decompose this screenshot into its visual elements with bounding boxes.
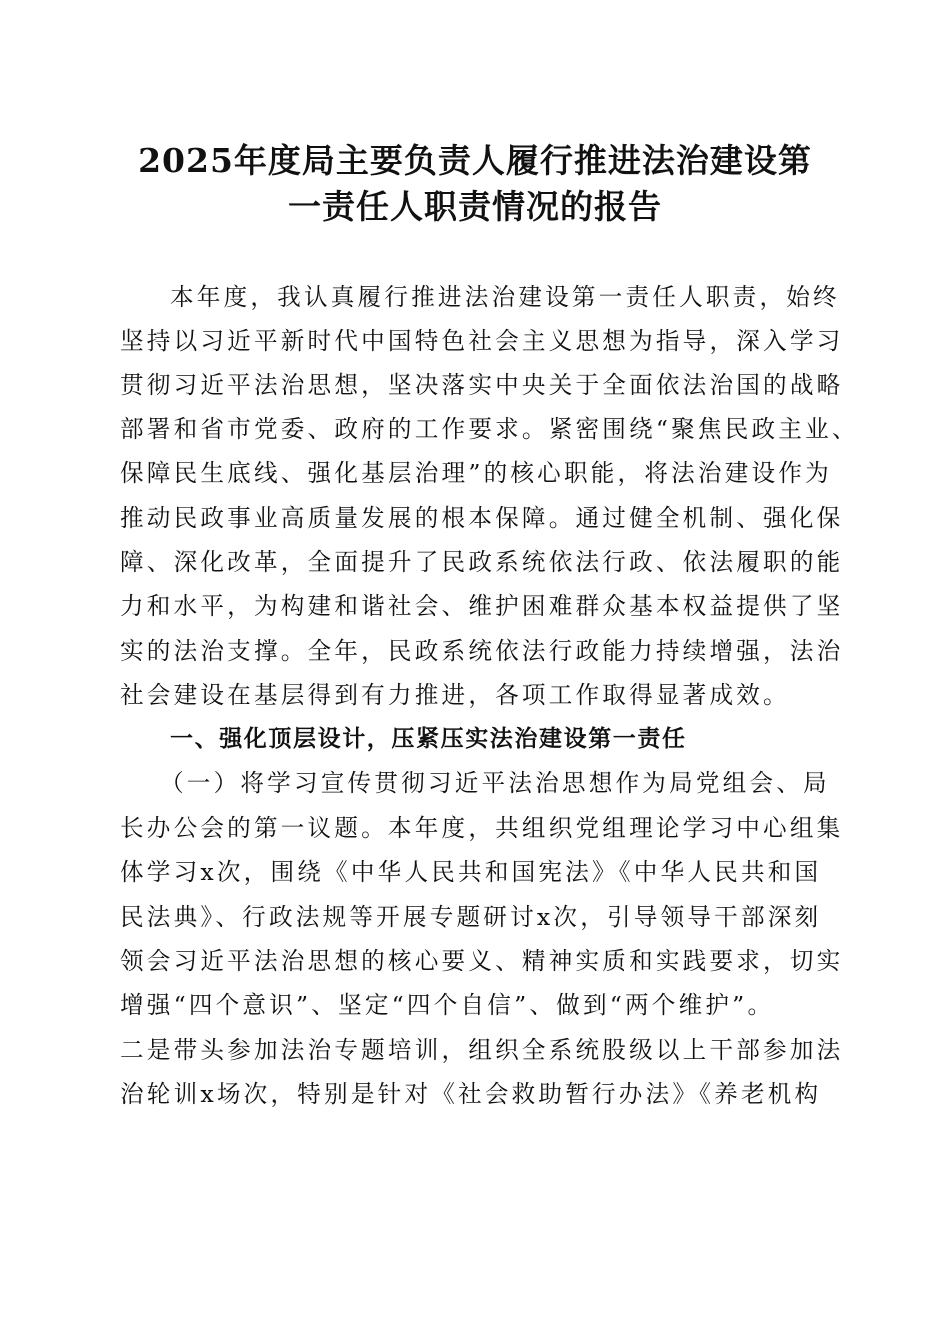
body-line: 坚持以习近平新时代中国特色社会主义思想为指导，深入学习 <box>120 327 844 355</box>
document-title-line-2: 一责任人职责情况的报告 <box>288 187 662 226</box>
body-line: 社会建设在基层得到有力推进，各项工作取得显著成效。 <box>120 681 790 709</box>
body-line: 贯彻习近平法治思想，坚决落实中央关于全面依法治国的战略 <box>120 371 844 399</box>
body-line: 增强“四个意识”、坚定“四个自信”、做到“两个维护”。 <box>120 991 775 1019</box>
body-line: 推动民政事业高质量发展的根本保障。通过健全机制、强化保 <box>120 504 844 532</box>
body-line: 治轮训x场次，特别是针对《社会救助暂行办法》《养老机构 <box>120 1080 822 1108</box>
body-line: 长办公会的第一议题。本年度，共组织党组理论学习中心组集 <box>120 814 844 842</box>
body-line: 部署和省市党委、政府的工作要求。紧密围绕“聚焦民政主业、 <box>120 415 859 443</box>
document-title-line-1: 2025年度局主要负责人履行推进法治建设第 <box>138 141 812 180</box>
body-line: 领会习近平法治思想的核心要义、精神实质和实践要求，切实 <box>120 947 844 975</box>
section-heading: 一、强化顶层设计，压紧压实法治建设第一责任 <box>170 726 687 752</box>
body-line: 体学习x次，围绕《中华人民共和国宪法》《中华人民共和国 <box>120 858 822 886</box>
body-line: 民法典》、行政法规等开展专题研讨x次，引导领导干部深刻 <box>120 903 822 931</box>
body-line: （一）将学习宣传贯彻习近平法治思想作为局党组会、局 <box>160 769 830 797</box>
body-line: 力和水平，为构建和谐社会、维护困难群众基本权益提供了坚 <box>120 592 844 620</box>
body-line: 保障民生底线、强化基层治理”的核心职能，将法治建设作为 <box>120 459 832 487</box>
body-line: 二是带头参加法治专题培训，组织全系统股级以上干部参加法 <box>120 1036 844 1064</box>
body-line: 本年度，我认真履行推进法治建设第一责任人职责，始终 <box>170 283 840 311</box>
body-line: 实的法治支撑。全年，民政系统依法行政能力持续增强，法治 <box>120 637 844 665</box>
body-line: 障、深化改革，全面提升了民政系统依法行政、依法履职的能 <box>120 548 844 576</box>
